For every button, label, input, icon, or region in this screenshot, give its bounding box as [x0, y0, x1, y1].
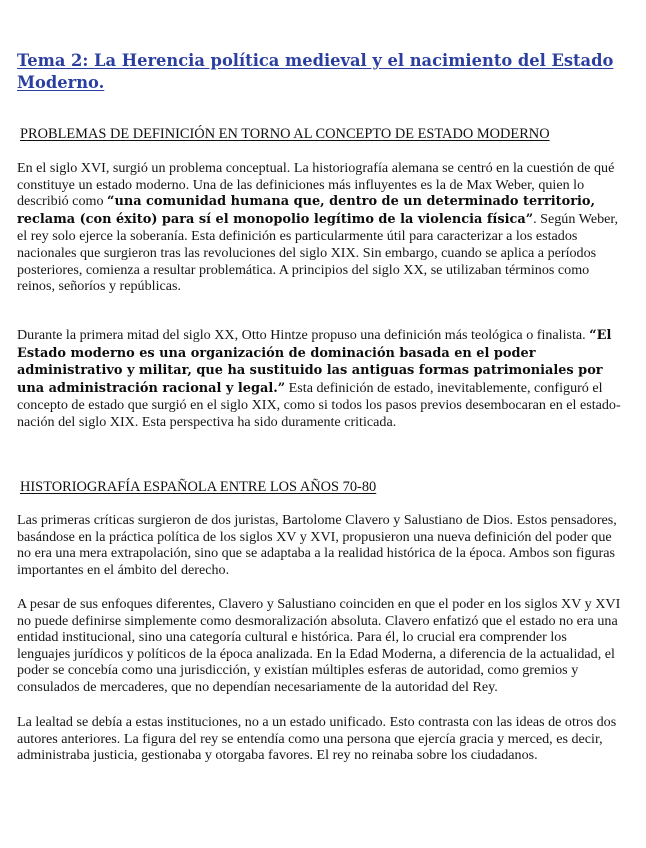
paragraph-primeras-criticas: Las primeras críticas surgieron de dos juristas, Bartolome Clavero y Salustiano de Dios. Estos pensadores, basándose en la práctica política de los siglos XV y XVI, propusieron una nueva definición del poder que no era una mera extrapolación, sino que se adaptaba a la realidad histórica de la época. Ambos son figuras importantes en el ámbito del derecho.	[17, 512, 617, 578]
section-heading-historiografia: HISTORIOGRAFÍA ESPAÑOLA ENTRE LOS AÑOS 70-80	[20, 479, 377, 495]
hintze-quote: “El Estado moderno es una organización de dominación basada en el poder administrativo y militar, que ha sustituido las antiguas formas patrimoniales por una administración racional y legal.”	[17, 328, 612, 396]
paragraph-text: Esta definición de estado, inevitablemente, configuró el concepto de estado que surgió en el siglo XIX, como si todos los pasos previos desembocaran en el estado-nación del siglo XIX. Esta perspectiva ha sido duramente criticada.	[17, 379, 621, 430]
weber-quote: “una comunidad humana que, dentro de un determinado territorio, reclama (con éxito) para sí el monopolio legítimo de la violencia física”	[17, 194, 595, 227]
paragraph-hintze	[17, 327, 623, 431]
paragraph-text: . Según Weber, el rey solo ejerce la soberanía. Esta definición es particularmente útil para caracterizar a los estados nacionales que surgieron tras las revoluciones del siglo XIX. Sin embargo, cuando se aplica a períodos posteriores, comienza a resultar problemática. A principios del siglo XX, se utilizaban términos como reinos, señoríos y repúblicas.	[17, 210, 619, 295]
paragraph-lealtad: La lealtad se debía a estas instituciones, no a un estado unificado. Esto contrasta con las ideas de otros dos autores anteriores. La figura del rey se entendía como una persona que ejercía gracia y merced, es decir, administraba justicia, gestionaba y otorgaba favores. El rey no reinaba sobre los ciudadanos.	[17, 714, 617, 764]
paragraph-text: Durante la primera mitad del siglo XX, Otto Hintze propuso una definición más teológica o finalista.	[17, 327, 590, 343]
section-heading-estado-moderno: PROBLEMAS DE DEFINICIÓN EN TORNO AL CONCEPTO DE ESTADO MODERNO	[20, 126, 550, 142]
paragraph-text: En el siglo XVI, surgió un problema conceptual. La historiografía alemana se centró en la cuestión de qué constituye un estado moderno. Una de las definiciones más influyentes es la de Max Weber, quien lo describió como	[17, 160, 615, 210]
document-title: Tema 2: La Herencia política medieval y el nacimiento del Estado Moderno.	[17, 51, 614, 92]
paragraph-clavero-salustiano: A pesar de sus enfoques diferentes, Clavero y Salustiano coinciden en que el poder en los siglos XV y XVI no puede definirse simplemente como desmoralización absoluta. Clavero enfatizó que el estado no era una entidad institucional, sino una categoría cultural e histórica. Para él, lo crucial era comprender los lenguajes jurídicos y políticos de la época analizada. En la Edad Moderna, a diferencia de la actualidad, el poder se concebía como una jurisdicción, y existían múltiples esferas de autoridad, como gremios y consulados de mercaderes, que no dependían necesariamente de la autoridad del Rey.	[17, 596, 621, 695]
paragraph-weber	[17, 160, 623, 295]
